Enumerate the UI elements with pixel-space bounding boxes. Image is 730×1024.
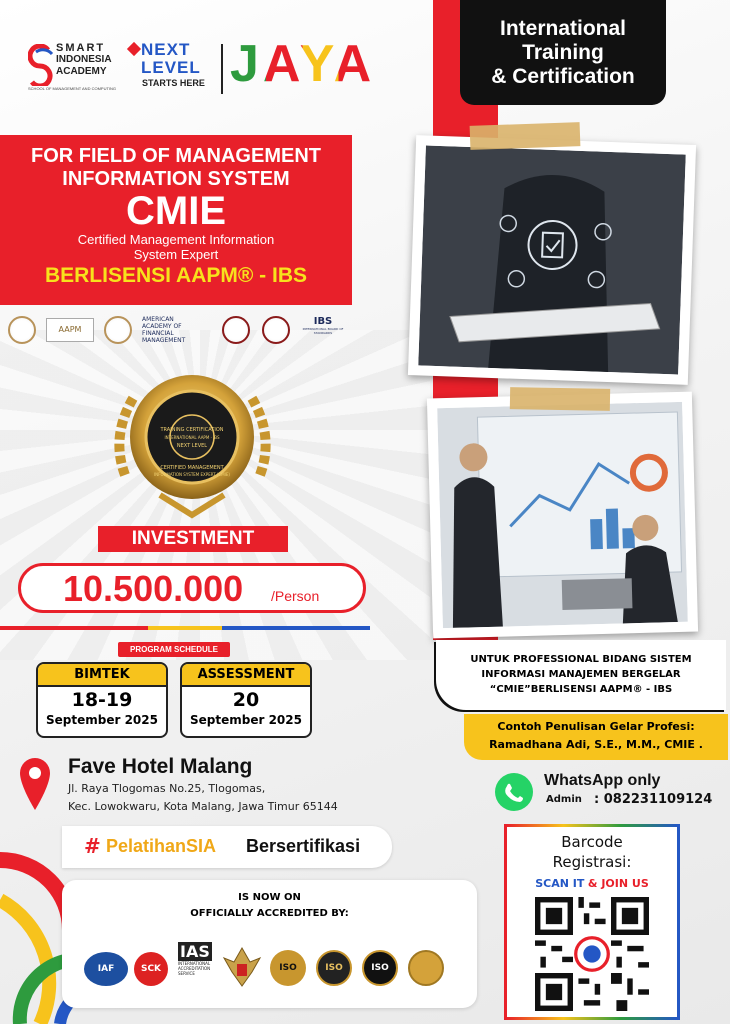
next-line3: STARTS HERE [142, 78, 205, 88]
smart-s-icon [28, 44, 54, 86]
gelar-line1: Contoh Penulisan Gelar Profesi: [497, 720, 695, 733]
whatsapp-number[interactable]: : 082231109124 [594, 792, 713, 807]
bimtek-box [36, 662, 168, 738]
profession-line1: UNTUK PROFESSIONAL BIDANG SISTEM [470, 654, 692, 665]
intl-training-box [460, 0, 666, 105]
map-pin-icon [18, 756, 52, 812]
hashtag-symbol: # [84, 834, 101, 858]
meeting-illustration [437, 402, 688, 628]
certification-medal [100, 365, 285, 520]
gold-seal-badge [408, 950, 444, 986]
whatsapp-title: WhatsApp only [544, 772, 661, 789]
gelar-line2: Ramadhana Adi, S.E., M.M., CMIE . [489, 738, 703, 751]
next-line1: NEXT [141, 40, 191, 59]
title-sub2: System Expert [133, 247, 219, 262]
profession-line3: “CMIE”BERLISENSI AAPM® - IBS [489, 684, 673, 695]
aafm-line3: FINANCIAL [142, 330, 174, 337]
smart-tagline: SCHOOL OF MANAGEMENT AND COMPUTING [28, 86, 117, 91]
iaf-badge: IAF [84, 952, 128, 986]
gelar-box [464, 714, 728, 760]
title-acronym: CMIE [126, 189, 226, 233]
eagle-seal-icon [222, 944, 262, 990]
accredited-line2: OFFICIALLY ACCREDITED BY: [190, 908, 349, 919]
ias-sub: INTERNATIONAL ACCREDITATION SERVICE [178, 961, 211, 976]
tape-2 [510, 387, 610, 411]
iso-badge-1: ISO [270, 950, 306, 986]
aafm-line1: AMERICAN [142, 316, 174, 323]
title-line1: FOR FIELD OF MANAGEMENT [31, 145, 321, 167]
aafm-logo [142, 316, 214, 344]
bimtek-days: 18-19 [71, 689, 133, 711]
medal-arc-top: TRAINING CERTIFICATION [160, 427, 224, 433]
ibs-logo [296, 316, 350, 344]
hashtag-part2: Bersertifikasi [246, 836, 361, 856]
assessment-head: ASSESSMENT [182, 664, 310, 687]
venue-addr2: Kec. Lowokwaru, Kota Malang, Jawa Timur 65144 [68, 800, 338, 813]
assessment-days: 20 [232, 689, 260, 711]
qr-code[interactable] [535, 897, 649, 1011]
profession-box [436, 640, 726, 710]
barcode-line1: Barcode [561, 833, 623, 851]
assessment-month: September 2025 [190, 713, 302, 727]
hashtag-part1: PelatihanSIA [106, 836, 217, 856]
logo-divider [221, 44, 223, 94]
partner-seal-3 [222, 316, 250, 344]
schedule-label: PROGRAM SCHEDULE [118, 642, 230, 657]
profession-line2: INFORMASI MANAJEMEN BERGELAR [481, 669, 681, 680]
whatsapp-icon[interactable] [494, 772, 534, 812]
next-arrow-icon [127, 42, 141, 56]
title-block [0, 135, 352, 305]
intl-line2: Training [522, 41, 604, 64]
iso-badge-2: ISO [316, 950, 352, 986]
join-us-text: & JOIN US [587, 877, 649, 890]
aafm-line4: MANAGEMENT [142, 337, 186, 344]
price-value: 10.500.000 [63, 568, 244, 609]
assessment-box [180, 662, 312, 738]
bimtek-head: BIMTEK [38, 664, 166, 687]
jaya-logo [230, 34, 375, 94]
title-license: BERLISENSI AAPM® - IBS [44, 264, 308, 287]
ias-badge [178, 942, 218, 996]
smart-indonesia-logo [28, 42, 118, 94]
ibs-sub: INTERNATIONAL BOARD OF STANDARDS [302, 327, 344, 335]
medal-center: NEXT LEVEL [176, 443, 208, 449]
partner-seal-1 [8, 316, 36, 344]
color-stripe [0, 626, 370, 630]
next-line2: LEVEL [141, 58, 201, 77]
sck-badge: SCK [134, 952, 168, 986]
aafm-line2: ACADEMY OF [142, 323, 182, 330]
accredited-line1: IS NOW ON [238, 892, 301, 903]
ias-text: IAS [180, 942, 210, 961]
medal-bottom2: INFORMATION SYSTEM EXPERT (CMIE) [153, 472, 231, 477]
venue-addr1: Jl. Raya Tlogomas No.25, Tlogomas, [68, 782, 266, 795]
price-box [18, 563, 366, 613]
smart-line3: ACADEMY [56, 66, 107, 77]
medal-bottom1: CERTIFIED MANAGEMENT [160, 465, 224, 471]
partner-seal-4 [262, 316, 290, 344]
barcode-scan [507, 877, 677, 890]
barcode-line2: Registrasi: [552, 853, 632, 871]
accredited-box [62, 880, 477, 1008]
smart-line1: SMART [56, 42, 106, 54]
title-line2: INFORMATION SYSTEM [62, 168, 290, 190]
aapm-logo: AAPM [46, 318, 94, 342]
intl-line3: & Certification [491, 65, 635, 88]
price-unit: /Person [271, 588, 320, 604]
partner-seal-2 [104, 316, 132, 344]
scan-it-text: SCAN IT [535, 877, 585, 890]
venue-name: Fave Hotel Malang [68, 755, 253, 778]
medal-arc-mid: INTERNATIONAL AAPM · IBS [164, 435, 220, 440]
photo-meeting [427, 392, 698, 639]
title-sub1: Certified Management Information [77, 232, 275, 247]
intl-line1: International [499, 17, 626, 40]
iso-badge-3: ISO [362, 950, 398, 986]
whatsapp-admin: Admin [546, 794, 582, 805]
next-level-logo [127, 40, 217, 96]
smart-line2: INDONESIA [56, 54, 112, 65]
jaya-text: JAYA [230, 35, 376, 93]
tape-1 [470, 122, 581, 150]
photo-tablet [408, 135, 696, 385]
barcode-box [504, 824, 680, 1020]
hashtag-box [62, 826, 392, 868]
ibs-text: IBS [313, 316, 333, 327]
bimtek-month: September 2025 [46, 713, 158, 727]
tablet-illustration [418, 146, 686, 375]
investment-label: INVESTMENT [98, 526, 288, 552]
